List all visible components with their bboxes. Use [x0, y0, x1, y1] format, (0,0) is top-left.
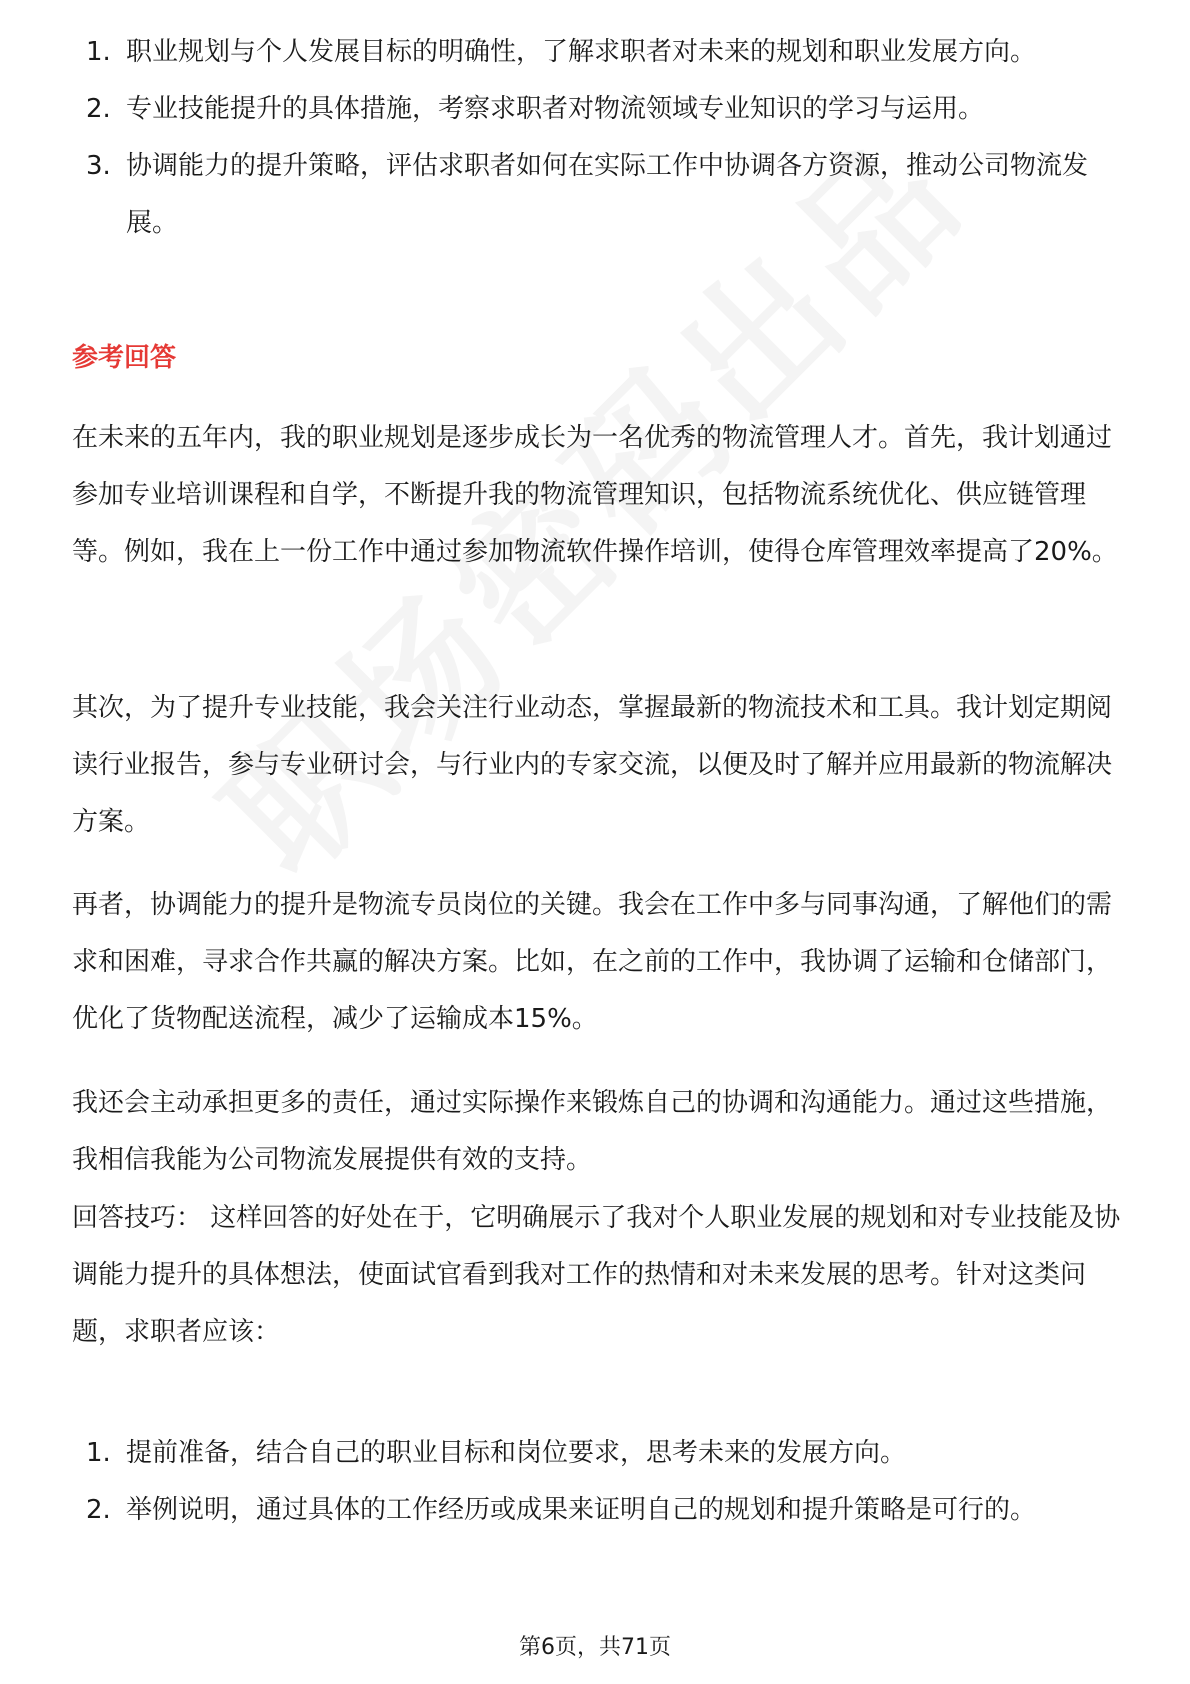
list-number: 2.	[86, 94, 111, 124]
paragraph: 在未来的五年内，我的职业规划是逐步成长为一名优秀的物流管理人才。首先，我计划通过参加专业培训课程和自学，不断提升我的物流管理知识，包括物流系统优化、供应链管理等。例如，我在上一份工作中通过参加物流软件操作培训，使得仓库管理效率提高了20%。	[72, 423, 1118, 567]
criteria-list	[72, 24, 1122, 252]
paragraph: 我还会主动承担更多的责任，通过实际操作来锻炼自己的协调和沟通能力。通过这些措施，我相信我能为公司物流发展提供有效的支持。	[72, 1088, 1113, 1175]
paragraph: 其次，为了提升专业技能，我会关注行业动态，掌握最新的物流技术和工具。我计划定期阅读行业报告，参与专业研讨会，与行业内的专家交流，以便及时了解并应用最新的物流解决方案。	[72, 693, 1113, 837]
list-number: 2.	[86, 1495, 111, 1525]
list-text: 举例说明，通过具体的工作经历或成果来证明自己的规划和提升策略是可行的。	[126, 1495, 1037, 1525]
list-number: 3.	[86, 151, 111, 181]
list-item	[72, 138, 1122, 252]
section-heading: 参考回答	[72, 343, 177, 373]
tips-list	[72, 1425, 1122, 1539]
list-text: 协调能力的提升策略，评估求职者如何在实际工作中协调各方资源，推动公司物流发展。	[126, 151, 1089, 238]
paragraph: 再者，协调能力的提升是物流专员岗位的关键。我会在工作中多与同事沟通，了解他们的需求和困难，寻求合作共赢的解决方案。比如，在之前的工作中，我协调了运输和仓储部门，优化了货物配送流程，减少了运输成本15%。	[72, 890, 1113, 1034]
tips-paragraph: 回答技巧： 这样回答的好处在于，它明确展示了我对个人职业发展的规划和对专业技能及协调能力提升的具体想法，使面试官看到我对工作的热情和对未来发展的思考。针对这类问题，求职者应该：	[72, 1203, 1121, 1347]
list-text: 职业规划与个人发展目标的明确性，了解求职者对未来的规划和职业发展方向。	[126, 37, 1037, 67]
list-number: 1.	[86, 1438, 111, 1468]
list-item	[72, 81, 1122, 138]
page-footer: 第6页，共71页	[519, 1635, 671, 1660]
list-text: 提前准备，结合自己的职业目标和岗位要求，思考未来的发展方向。	[126, 1438, 907, 1468]
list-item	[72, 24, 1122, 81]
list-number: 1.	[86, 37, 111, 67]
list-item	[72, 1425, 1122, 1482]
list-text: 专业技能提升的具体措施，考察求职者对物流领域专业知识的学习与运用。	[126, 94, 985, 124]
list-item	[72, 1482, 1122, 1539]
